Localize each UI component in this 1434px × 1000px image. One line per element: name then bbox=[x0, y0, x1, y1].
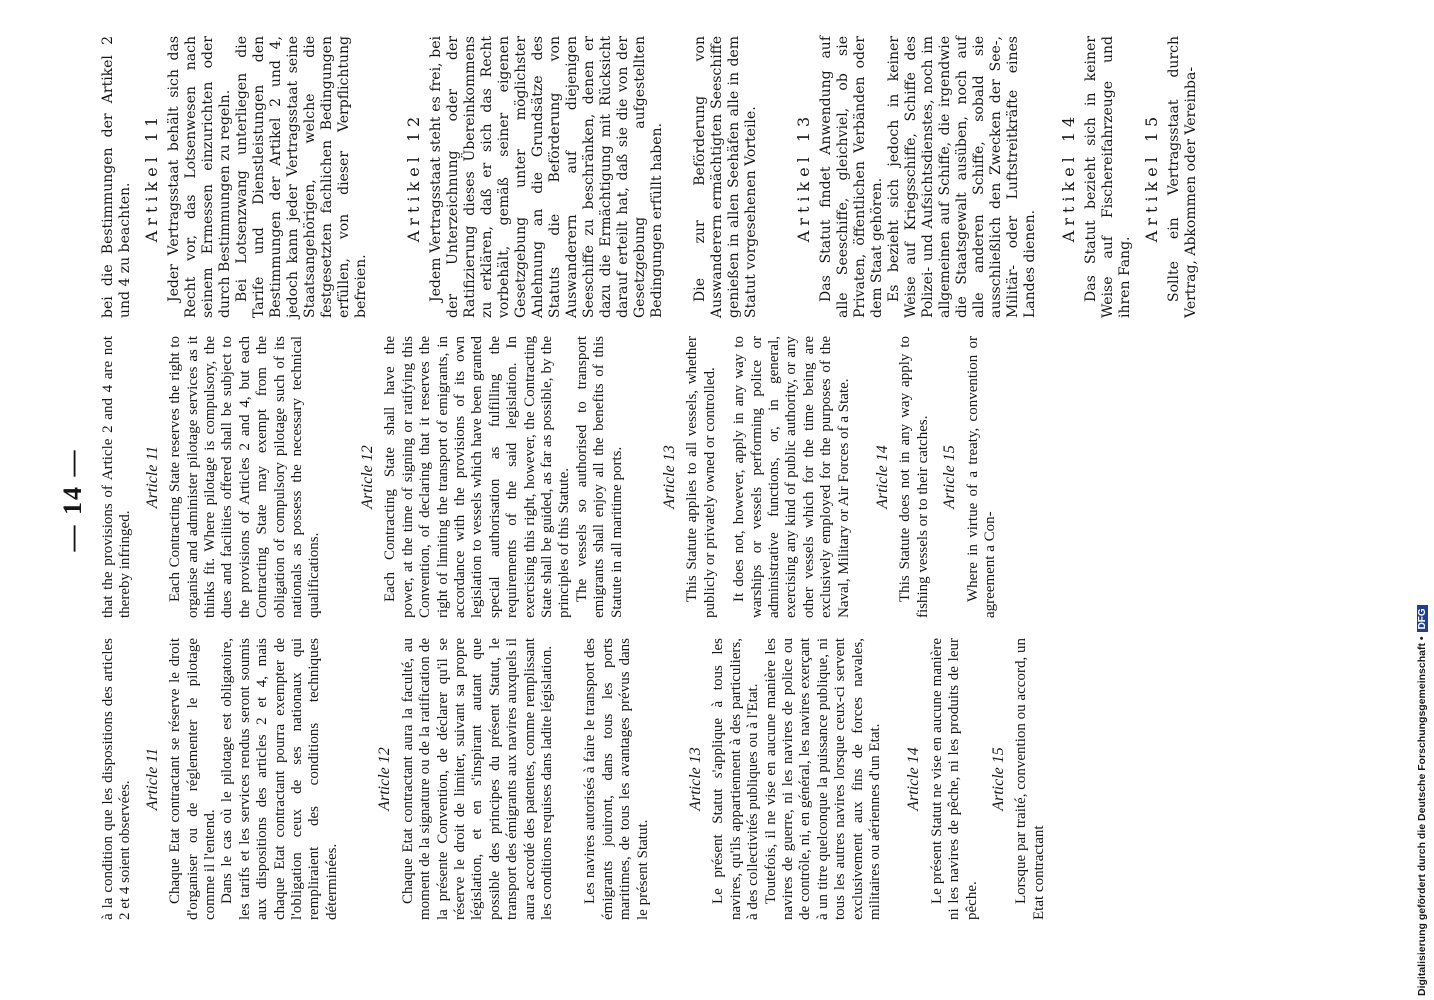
english-article-12-para-1: Each Contracting State shall have the power, at the time of signing or ratifying this Convention, of declaring that it reserves the right of limiting the transport of emigrants, in accordance with the provisions of its own legislation to vessels which have been granted special authorisation as fulfilling the requirements of the said legislation. In exercising this right, however, the Contracting State shall be guided, as far as possible, by the principles of this Statute. bbox=[382, 336, 573, 618]
french-article-12-para-1: Chaque Etat contractant aura la faculté, au moment de la signature ou de la ratification de la présente Convention, de déclarer qu'il se réserve le droit de limiter, suivant sa propre législation, et en s'inspirant autant que possible des principes du présent Statut, le transport des émigrants aux navires auxquels il aura accordé des patentes, comme remplissant les conditions requises dans ladite législation. bbox=[399, 638, 555, 920]
french-article-12-title: Article 12 bbox=[376, 747, 394, 811]
german-article-14-title: Artikel 14 bbox=[1059, 111, 1078, 243]
english-article-15-title: Article 15 bbox=[941, 445, 959, 509]
german-article-11-title: Artikel 11 bbox=[142, 111, 161, 243]
english-article-15-para-1: Where in virtue of a treaty, convention or agreement a Con- bbox=[964, 336, 999, 618]
german-article-13-para-2: Es bezieht sich jedoch in keiner Weise auf Kriegsschiffe, Schiffe des Polizei- und Aufsichtsdienstes, noch im allgemeinen auf Schiffe, die irgendwie die Staatsgewalt ausüben, noch auf alle anderen Schiffe, sobald sie ausschließlich den Zwecken der See-, Militär- oder Luftstreitkräfte eines Landes dienen. bbox=[886, 36, 1038, 318]
french-article-15-para-1: Lorsque par traité, convention ou accord, un Etat contractant bbox=[1013, 638, 1047, 920]
german-article-14-para-1: Das Statut bezieht sich in keiner Weise auf Fischereifahrzeuge und ihren Fang. bbox=[1083, 36, 1133, 318]
german-article-12-para-2: Die zur Beförderung von Auswanderern ermächtigten Seeschiffe genießen in allen Seehäfen alle in dem Statut vorgesehenen Vorteile. bbox=[692, 36, 759, 318]
page-number: — 14 — bbox=[58, 448, 87, 552]
french-article-11-para-2: Dans le cas où le pilotage est obligatoire, les tarifs et les services rendus seront soumis aux dispositions des articles 2 et 4, mais chaque Etat contractant pourra exempter de l'obligation ceux de ses nationaux qui rempliraient des conditions techniques déterminées. bbox=[219, 638, 340, 920]
french-column bbox=[100, 638, 1048, 920]
english-intro: that the provisions of Article 2 and 4 are not thereby infringed. bbox=[100, 336, 134, 618]
german-article-13-para-1: Das Statut findet Anwendung auf alle Seeschiffe, gleichviel, ob sie Privaten, öffentlichen Verbänden oder dem Staat gehören. bbox=[818, 36, 885, 318]
french-article-14-para-1: Le présent Statut ne vise en aucune manière ni les navires de pêche, ni les produits de leur pêche. bbox=[928, 638, 980, 920]
english-article-13-para-2: It does not, however, apply in any way to warships or vessels performing police or administrative functions, or, in general, exercising any kind of public authority, or any other vessels which for the time being are exclusively employed for the purposes of the Naval, Military or Air Forces of a State. bbox=[731, 336, 852, 618]
german-article-12-title: Artikel 12 bbox=[404, 111, 423, 243]
german-article-15-para-1: Sollte ein Vertragsstaat durch Vertrag, Abkommen oder Vereinba- bbox=[1166, 36, 1199, 318]
english-article-13-para-1: This Statute applies to all vessels, whether publicly or privately owned or controlled. bbox=[684, 336, 718, 618]
french-article-15-title: Article 15 bbox=[990, 747, 1008, 811]
english-article-12-title: Article 12 bbox=[358, 445, 376, 509]
german-column bbox=[100, 36, 1200, 318]
german-article-12-para-1: Jedem Vertragsstaat steht es frei, bei der Unterzeichnung oder der Ratifizierung dieses Übereinkommens zu erklären, daß er sich das Recht vorbehält, gemäß seiner eigenen Gesetzgebung unter möglichster Anlehnung an die Grundsätze des Statuts die Beförderung von Auswanderern auf diejenigen Seeschiffe zu beschränken, denen er dazu die Ermächtigung mit Rücksicht darauf erteilt hat, daß sie die von der Gesetzgebung aufgestellten Bedingungen erfüllt haben. bbox=[428, 36, 665, 318]
english-article-14-title: Article 14 bbox=[874, 445, 892, 509]
french-article-13-title: Article 13 bbox=[686, 747, 704, 811]
french-intro: à la condition que les dispositions des articles 2 et 4 soient observées. bbox=[100, 638, 134, 920]
french-article-12-para-2: Les navires autorisés à faire le transport des émigrants jouiront, dans tous les ports maritimes, de tous les avantages prévus dans le présent Statut. bbox=[582, 638, 651, 920]
french-article-11-para-1: Chaque Etat contractant se réserve le droit d'organiser ou de réglementer le pilotage comme il l'entend. bbox=[167, 638, 219, 920]
french-article-13-para-2: Toutefois, il ne vise en aucune manière les navires de guerre, ni les navires de police ou de contrôle, ni, en général, les navires exerçant à un titre quelconque la puissance publique, ni tous les autres navires lorsque ceux-ci servent exclusivement aux fins de forces navales, militaires ou aériennes d'un Etat. bbox=[762, 638, 884, 920]
digitization-sidebar bbox=[1412, 0, 1434, 1000]
german-article-11-para-1: Jeder Vertragsstaat behält sich das Recht vor, das Lotsenwesen nach seinem Ermessen einzurichten oder durch Bestimmungen zu regeln. bbox=[166, 36, 233, 318]
english-column bbox=[100, 336, 999, 618]
german-article-11-para-2: Bei Lotsenzwang unterliegen die Tarife und Dienstleistungen den Bestimmungen der Artikel 2 und 4, jedoch kann jeder Vertragsstaat seine Staatsangehörigen, welche die festgesetzten fachlichen Bedingungen erfüllen, von dieser Verpflichtung befreien. bbox=[234, 36, 369, 318]
french-article-11-title: Article 11 bbox=[143, 747, 161, 811]
english-article-13-title: Article 13 bbox=[660, 445, 678, 509]
german-intro: bei die Bestimmungen der Artikel 2 und 4 zu beachten. bbox=[100, 36, 133, 318]
english-article-11-title: Article 11 bbox=[143, 445, 161, 509]
english-article-14-para-1: This Statute does not in any way apply to fishing vessels or to their catches. bbox=[897, 336, 931, 618]
dfg-logo: DFG bbox=[1417, 605, 1428, 632]
french-article-13-para-1: Le présent Statut s'applique à tous les navires, qu'ils appartiennent à des particuliers, à des collectivités publiques ou à l'Etat. bbox=[710, 638, 762, 920]
english-article-12-para-2: The vessels so authorised to transport emigrants shall enjoy all the benefits of this Statute in all maritime ports. bbox=[573, 336, 625, 618]
german-article-15-title: Artikel 15 bbox=[1142, 111, 1161, 243]
digitization-credit: Digitalisierung gefördert durch die Deutsche Forschungsgemeinschaft • bbox=[1416, 636, 1428, 996]
french-article-14-title: Article 14 bbox=[905, 747, 923, 811]
english-article-11-para-1: Each Contracting State reserves the right to organise and administer pilotage services as it thinks fit. Where pilotage is compulsory, the dues and facilities offered shall be subject to the provisions of Articles 2 and 4, but each Contracting State may exempt from the obligation of compulsory pilotage such of its nationals as possess the necessary technical qualifications. bbox=[167, 336, 323, 618]
german-article-13-title: Artikel 13 bbox=[794, 111, 813, 243]
